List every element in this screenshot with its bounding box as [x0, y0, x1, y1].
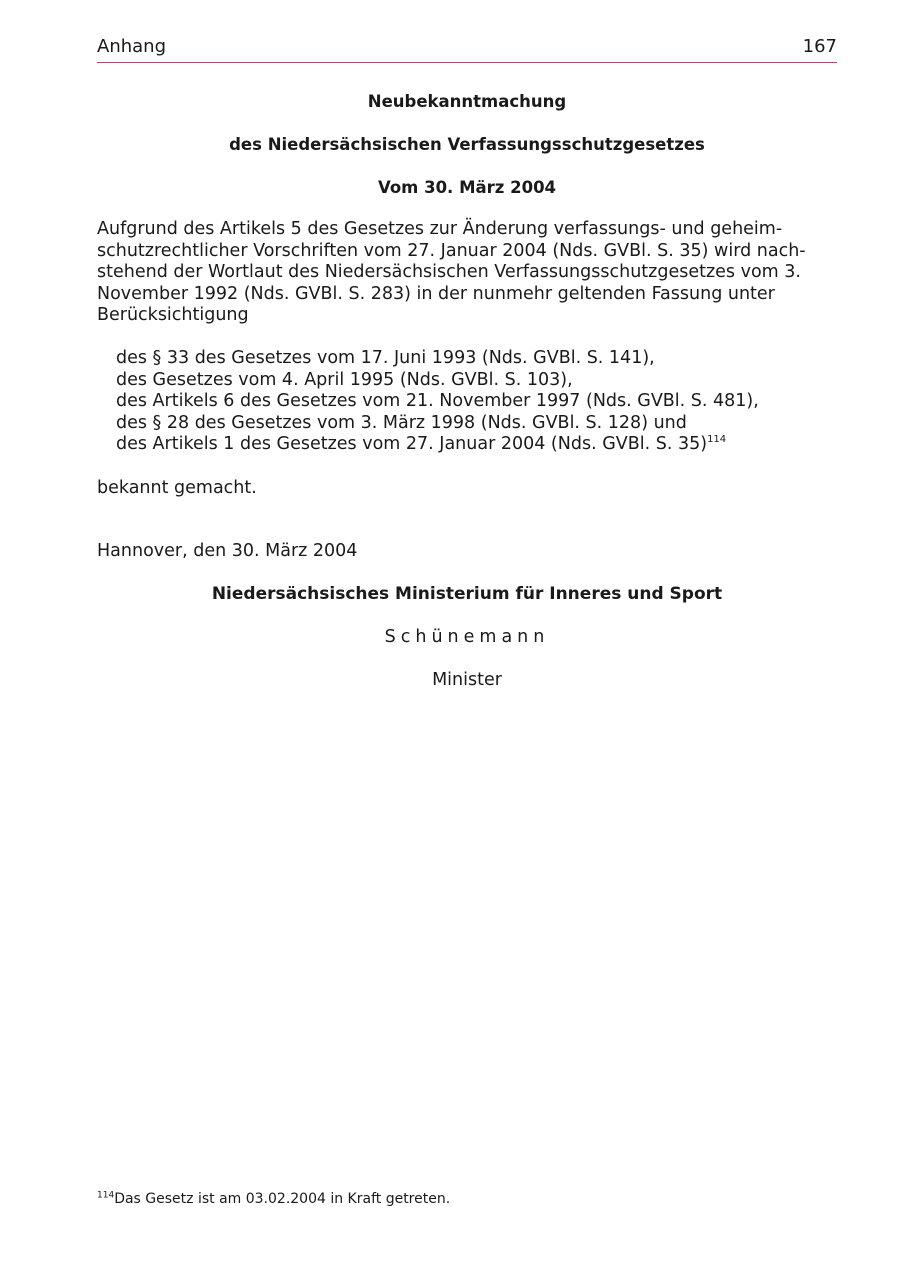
- footnote: [97, 1191, 450, 1207]
- place-date: Hannover, den 30. März 2004: [97, 541, 358, 561]
- list-item: des Artikels 6 des Gesetzes vom 21. November 1997 (Nds. GVBl. S. 481),: [116, 391, 759, 411]
- running-header: [97, 36, 837, 63]
- footnote-ref: 114: [707, 434, 727, 446]
- list-item: des Gesetzes vom 4. April 1995 (Nds. GVBl. S. 103),: [116, 369, 573, 390]
- footnote-number: 114: [97, 1190, 115, 1201]
- ministry-name: Niedersächsisches Ministerium für Inneres und Sport: [211, 584, 723, 604]
- document-title: Neubekanntmachung: [367, 92, 567, 111]
- document-date: Vom 30. März 2004: [377, 178, 557, 197]
- closing-text: bekannt gemacht.: [97, 478, 257, 498]
- signatory: Schünemann: [384, 627, 550, 647]
- page-number: 167: [802, 36, 837, 57]
- document-subtitle: des Niedersächsischen Verfassungsschutzgesetzes: [229, 135, 705, 154]
- signatory-title: Minister: [432, 670, 502, 690]
- list-item: des Artikels 1 des Gesetzes vom 27. Januar 2004 (Nds. GVBl. S. 35)$^{114}$: [116, 434, 727, 454]
- footnote-text: Das Gesetz ist am 03.02.2004 in Kraft getreten.: [114, 1191, 451, 1207]
- intro-paragraph: Aufgrund des Artikels 5 des Gesetzes zur Änderung verfassungs- und geheimschutzrechtlicher Vorschriften vom 27. Januar 2004 (Nds. GVBl. S. 35) wird nachstehend der Wortlaut des Niedersächsischen Verfassungsschutzgesetzes vom 3. November 1992 (Nds. GVBl. S. 283) in der nunmehr geltenden Fassung unter Berücksichtigung: [97, 219, 806, 325]
- amendment-list: [116, 348, 836, 456]
- section-title: Anhang: [97, 36, 166, 57]
- list-item: des § 28 des Gesetzes vom 3. März 1998 (Nds. GVBl. S. 128) und: [116, 412, 687, 433]
- list-item: des § 33 des Gesetzes vom 17. Juni 1993 (Nds. GVBl. S. 141),: [116, 348, 655, 368]
